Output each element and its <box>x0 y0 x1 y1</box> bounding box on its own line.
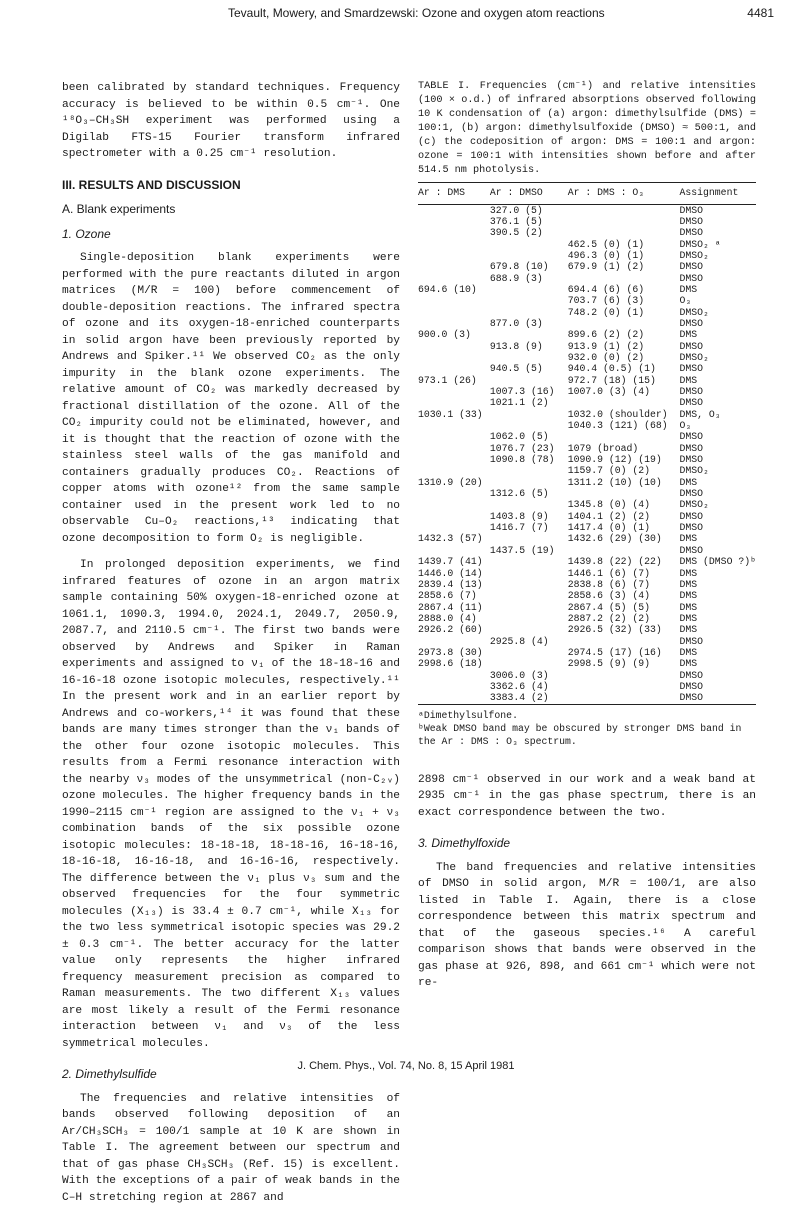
table-row <box>418 533 756 544</box>
table-cell <box>568 397 680 408</box>
table-cell: 3006.0 (3) <box>490 670 568 681</box>
table-row <box>418 556 756 567</box>
table-cell: 390.5 (2) <box>490 227 568 238</box>
table-cell: DMSO <box>680 443 756 454</box>
table-cell: 1311.2 (10) (10) <box>568 477 680 488</box>
table-row <box>418 420 756 431</box>
table-header-row <box>418 183 756 205</box>
table-cell: 1403.8 (9) <box>490 511 568 522</box>
table-cell: DMSO <box>680 397 756 408</box>
table-cell: 1007.0 (3) (4) <box>568 386 680 397</box>
table-cell: 940.4 (0.5) (1) <box>568 363 680 374</box>
intro-paragraph: been calibrated by standard techniques. Frequency accuracy is believed to be within 0.5 cm⁻¹. One ¹⁸O₃–CH₃SH experiment was performed using a Digilab FTS-15 Fourier transform infrared spectrometer with a 0.25 cm⁻¹ resolution. <box>62 80 400 163</box>
table-cell <box>418 420 490 431</box>
table-cell <box>490 658 568 669</box>
table-cell: DMS <box>680 284 756 295</box>
table-cell: 1312.6 (5) <box>490 488 568 499</box>
table-cell: DMS <box>680 624 756 635</box>
table-cell: DMSO <box>680 318 756 329</box>
table-cell <box>490 239 568 250</box>
table-cell: DMS <box>680 477 756 488</box>
table-cell: 3383.4 (2) <box>490 692 568 704</box>
table-cell: DMSO <box>680 431 756 442</box>
column-header: Ar : DMS <box>418 183 490 205</box>
table-cell <box>418 273 490 284</box>
table-cell: 913.8 (9) <box>490 341 568 352</box>
table-cell: 2926.5 (32) (33) <box>568 624 680 635</box>
table-row <box>418 465 756 476</box>
table-cell: 1416.7 (7) <box>490 522 568 533</box>
table-cell <box>490 602 568 613</box>
table-cell: 940.5 (5) <box>490 363 568 374</box>
table-row <box>418 329 756 340</box>
table-cell: 1439.7 (41) <box>418 556 490 567</box>
dms-paragraph: The frequencies and relative intensities of bands observed following deposition of an Ar/CH₃SCH₃ = 100/1 sample at 10 K are shown in Table I. The agreement between our spectrum and that of gas phase CH₃SCH₃ (Ref. 15) is excellent. With the exceptions of a pair of weak bands in the C–H stretching region at 2867 and <box>62 1091 400 1206</box>
table-footnote-b: ᵇWeak DMSO band may be obscured by stronger DMS band in the Ar : DMS : O₃ spectrum. <box>418 722 756 748</box>
table-cell: DMS <box>680 568 756 579</box>
table-row <box>418 590 756 601</box>
table-cell: 2867.4 (11) <box>418 602 490 613</box>
table-cell <box>418 261 490 272</box>
table-cell: DMS, O₃ <box>680 409 756 420</box>
column-header: Assignment <box>680 183 756 205</box>
table-cell: 1432.3 (57) <box>418 533 490 544</box>
subsubsection-heading-dms: 2. Dimethylsulfide <box>62 1066 400 1083</box>
page-header <box>58 6 774 24</box>
table-cell: 694.4 (6) (6) <box>568 284 680 295</box>
table-cell <box>568 681 680 692</box>
table-row <box>418 386 756 397</box>
table-cell: DMSO <box>680 386 756 397</box>
table-cell: DMSO <box>680 273 756 284</box>
table-cell: DMSO <box>680 363 756 374</box>
table-cell: 679.9 (1) (2) <box>568 261 680 272</box>
table-cell <box>490 477 568 488</box>
table-row <box>418 477 756 488</box>
table-row <box>418 670 756 681</box>
table-cell: DMSO <box>680 216 756 227</box>
table-cell: 1030.1 (33) <box>418 409 490 420</box>
table-cell: 703.7 (6) (3) <box>568 295 680 306</box>
table-cell: DMSO <box>680 670 756 681</box>
table-cell <box>418 227 490 238</box>
table-cell: 1007.3 (16) <box>490 386 568 397</box>
table-row <box>418 658 756 669</box>
table-cell: DMSO <box>680 341 756 352</box>
section-heading: III. RESULTS AND DISCUSSION <box>62 177 400 194</box>
table-row <box>418 568 756 579</box>
table-row <box>418 363 756 374</box>
table-cell <box>418 216 490 227</box>
page-footer: J. Chem. Phys., Vol. 74, No. 8, 15 April 1981 <box>0 1060 812 1072</box>
table-cell <box>418 454 490 465</box>
table-cell: DMS <box>680 533 756 544</box>
table-cell <box>490 533 568 544</box>
table-row <box>418 636 756 647</box>
table-row <box>418 488 756 499</box>
table-cell <box>568 545 680 556</box>
table-cell: DMS <box>680 329 756 340</box>
table-row <box>418 250 756 261</box>
table-cell: O₃ <box>680 420 756 431</box>
table-cell: DMS <box>680 647 756 658</box>
table-row <box>418 375 756 386</box>
table-cell: 2839.4 (13) <box>418 579 490 590</box>
frequency-table <box>418 182 756 705</box>
table-cell: DMS (DMSO ?)ᵇ <box>680 556 756 567</box>
table-cell: 1310.9 (20) <box>418 477 490 488</box>
table-cell: 2925.8 (4) <box>490 636 568 647</box>
table-cell <box>568 204 680 216</box>
table-cell: 2998.5 (9) (9) <box>568 658 680 669</box>
table-cell: 2998.6 (18) <box>418 658 490 669</box>
table-cell: 1021.1 (2) <box>490 397 568 408</box>
table-cell: DMS <box>680 658 756 669</box>
table-cell <box>490 613 568 624</box>
table-cell <box>418 318 490 329</box>
table-cell <box>418 522 490 533</box>
table-cell: 2867.4 (5) (5) <box>568 602 680 613</box>
table-cell: DMSO₂ <box>680 352 756 363</box>
table-cell: DMS <box>680 579 756 590</box>
table-cell: 1040.3 (121) (68) <box>568 420 680 431</box>
table-cell: 913.9 (1) (2) <box>568 341 680 352</box>
table-row <box>418 341 756 352</box>
table-cell: 1437.5 (19) <box>490 545 568 556</box>
table-row <box>418 545 756 556</box>
table-row <box>418 522 756 533</box>
table-cell: DMS <box>680 613 756 624</box>
column-header: Ar : DMSO <box>490 183 568 205</box>
table-row <box>418 602 756 613</box>
table-cell <box>568 216 680 227</box>
table-cell: 973.1 (26) <box>418 375 490 386</box>
table-cell <box>490 352 568 363</box>
subsubsection-heading-dmso: 3. Dimethylfoxide <box>418 835 756 852</box>
table-cell: 2858.6 (3) (4) <box>568 590 680 601</box>
table-cell: 2838.8 (6) (7) <box>568 579 680 590</box>
table-cell: 679.8 (10) <box>490 261 568 272</box>
table-cell: 748.2 (0) (1) <box>568 307 680 318</box>
table-cell <box>490 307 568 318</box>
table-cell: 900.0 (3) <box>418 329 490 340</box>
table-cell <box>418 397 490 408</box>
left-column <box>62 80 400 1206</box>
table-cell: DMSO₂ <box>680 307 756 318</box>
table-cell: 877.0 (3) <box>490 318 568 329</box>
table-cell <box>568 692 680 704</box>
table-cell: DMSO₂ <box>680 499 756 510</box>
table-cell <box>490 624 568 635</box>
table-cell: 2973.8 (30) <box>418 647 490 658</box>
table-cell <box>568 636 680 647</box>
table-row <box>418 307 756 318</box>
table-row <box>418 227 756 238</box>
table-cell: 1032.0 (shoulder) <box>568 409 680 420</box>
table-cell <box>490 409 568 420</box>
table-cell: DMSO₂ <box>680 250 756 261</box>
table-cell <box>490 499 568 510</box>
table-cell: DMSO <box>680 204 756 216</box>
table-cell: 1345.8 (0) (4) <box>568 499 680 510</box>
table-cell <box>490 375 568 386</box>
table-row <box>418 352 756 363</box>
table-cell <box>568 431 680 442</box>
table-row <box>418 284 756 295</box>
table-cell <box>490 568 568 579</box>
table-cell: 2858.6 (7) <box>418 590 490 601</box>
table-cell <box>568 227 680 238</box>
right-column <box>418 80 756 992</box>
table-cell <box>418 341 490 352</box>
table-row <box>418 579 756 590</box>
table-cell: 1446.0 (14) <box>418 568 490 579</box>
table-cell: 1159.7 (0) (2) <box>568 465 680 476</box>
table-cell: 2974.5 (17) (16) <box>568 647 680 658</box>
table-cell: 3362.6 (4) <box>490 681 568 692</box>
table-cell <box>490 295 568 306</box>
table-cell <box>418 352 490 363</box>
table-cell: 1404.1 (2) (2) <box>568 511 680 522</box>
table-cell <box>418 295 490 306</box>
table-cell <box>418 465 490 476</box>
table-cell <box>418 499 490 510</box>
table-cell <box>490 579 568 590</box>
table-cell <box>490 556 568 567</box>
table-cell: 972.7 (18) (15) <box>568 375 680 386</box>
table-cell: 932.0 (0) (2) <box>568 352 680 363</box>
table-cell <box>418 250 490 261</box>
ozone-paragraph-1: Single-deposition blank experiments were performed with the pure reactants diluted in argon matrices (M/R = 100) before commencement of double-deposition reactions. The infrared spectra of ozone and its oxygen-18-enriched counterparts in solid argon have been previously reported by Andrews and Spiker.¹¹ We observed CO₂ as the only impurity in the blank ozone experiments. The relative amount of CO₂ was markedly decreased by fractional distillation of the ozone. All of the CO₂ impurity could not be eliminated, however, and it is thought that the reaction of ozone with the stainless steel walls of the gas manifold and containers gradually produces CO₂. Reactions of copper atoms with ozone¹² from the same sample container used in the present work led to no observable Cu–O₂ reactions,¹³ indicating that ozone decomposition to form O₂ is negligible. <box>62 250 400 547</box>
table-cell: 462.5 (0) (1) <box>568 239 680 250</box>
table-cell: 899.6 (2) (2) <box>568 329 680 340</box>
table-cell: 2926.2 (60) <box>418 624 490 635</box>
table-cell <box>418 488 490 499</box>
table-cell: DMSO <box>680 511 756 522</box>
table-cell: 496.3 (0) (1) <box>568 250 680 261</box>
table-cell: 2887.2 (2) (2) <box>568 613 680 624</box>
column-header: Ar : DMS : O₃ <box>568 183 680 205</box>
table-cell <box>568 670 680 681</box>
table-row <box>418 239 756 250</box>
table-cell: DMSO <box>680 454 756 465</box>
table-cell <box>418 204 490 216</box>
table-cell <box>418 511 490 522</box>
page-number: 4481 <box>747 6 774 20</box>
table-row <box>418 216 756 227</box>
table-cell <box>490 284 568 295</box>
table-footnote-a: ᵃDimethylsulfone. <box>418 709 756 722</box>
table-cell: 327.0 (5) <box>490 204 568 216</box>
table-cell: DMS <box>680 602 756 613</box>
table-row <box>418 318 756 329</box>
table-cell <box>490 420 568 431</box>
table-cell: DMSO <box>680 692 756 704</box>
table-cell: DMSO <box>680 636 756 647</box>
table-cell <box>490 250 568 261</box>
table-cell: 1079 (broad) <box>568 443 680 454</box>
table-cell: DMSO₂ <box>680 465 756 476</box>
table-cell <box>418 363 490 374</box>
table-cell <box>418 239 490 250</box>
table-cell: 688.9 (3) <box>490 273 568 284</box>
table-row <box>418 613 756 624</box>
table-row <box>418 431 756 442</box>
table-cell: DMSO <box>680 681 756 692</box>
table-cell <box>490 647 568 658</box>
table-row <box>418 273 756 284</box>
table-cell: 376.1 (5) <box>490 216 568 227</box>
dmso-paragraph: The band frequencies and relative intensities of DMSO in solid argon, M/R = 100/1, are also listed in Table I. Again, there is a close correspondence between this matrix spectrum and that of the gaseous species.¹⁶ A careful comparison shows that bands were observed in the gas phase at 926, 898, and 661 cm⁻¹ which were not re- <box>418 860 756 992</box>
table-cell <box>568 318 680 329</box>
running-head: Tevault, Mowery, and Smardzewski: Ozone and oxygen atom reactions <box>228 6 605 20</box>
table-cell <box>490 329 568 340</box>
table-cell: O₃ <box>680 295 756 306</box>
table-cell: 1446.1 (6) (7) <box>568 568 680 579</box>
table-row <box>418 409 756 420</box>
table-cell <box>490 590 568 601</box>
table-cell <box>418 431 490 442</box>
table-cell: DMSO <box>680 522 756 533</box>
table-row <box>418 261 756 272</box>
table-row <box>418 443 756 454</box>
table-cell: DMSO <box>680 227 756 238</box>
table-cell: DMS <box>680 590 756 601</box>
table-cell <box>418 670 490 681</box>
table-row <box>418 511 756 522</box>
table-cell: 1090.9 (12) (19) <box>568 454 680 465</box>
table-row <box>418 295 756 306</box>
table-cell: 1432.6 (29) (30) <box>568 533 680 544</box>
table-row <box>418 624 756 635</box>
table-cell: DMSO <box>680 488 756 499</box>
ozone-paragraph-2: In prolonged deposition experiments, we find infrared features of ozone in an argon matrix sample containing 50% oxygen-18-enriched ozone at 1061.1, 1090.3, 1994.0, 2024.1, 2049.7, 2050.9, 2087.7, and 2110.5 cm⁻¹. The first two bands were observed by Andrews and Spiker in Raman experiments and assigned to ν₁ of the 18-18-16 and 16-16-18 ozone isotopic molecules, respectively.¹¹ In the present work and in an earlier report by Andrews and co-workers,¹⁴ it was found that these bands are many times stronger than the ν₁ bands of the other four ozone isotopic molecules. This results from a Fermi resonance interaction with the nearby ν₃ modes of the unsymmetrical (non-C₂ᵥ) ozone molecules. The higher frequency bands in the 1990–2115 cm⁻¹ region are assigned to the ν₁ + ν₃ combination bands of the six possible ozone isotopic molecules: 18-18-18, 18-18-16, 16-18-16, 18-16-18, 16-16-18, and 16-16-16, respectively. The difference between the ν₁ plus ν₃ sum and the observed frequencies for the four symmetric molecules (X₁₃) is 33.4 ± 0.7 cm⁻¹, while X₁₃ for the two less symmetrical isotopic species was 29.2 ± 0.3 cm⁻¹. The better accuracy for the latter value only represents the higher infrared frequency measurement precision as compared to Raman measurements. The two different X₁₃ values are most likely a result of the Fermi resonance interaction between ν₁ and ν₃ of the less symmetrical molecules. <box>62 557 400 1052</box>
dms-continued-paragraph: 2898 cm⁻¹ observed in our work and a weak band at 2935 cm⁻¹ in the gas phase spectrum, there is an exact correspondence between the two. <box>418 772 756 822</box>
table-row <box>418 397 756 408</box>
table-cell: DMSO₂ ᵃ <box>680 239 756 250</box>
table-cell: 1062.0 (5) <box>490 431 568 442</box>
table-cell: 1090.8 (78) <box>490 454 568 465</box>
table-cell: DMS <box>680 375 756 386</box>
table-cell <box>418 307 490 318</box>
table-cell: 694.6 (10) <box>418 284 490 295</box>
table-cell <box>490 465 568 476</box>
table-row <box>418 204 756 216</box>
subsubsection-heading-ozone: 1. Ozone <box>62 226 400 243</box>
table-cell: 2888.0 (4) <box>418 613 490 624</box>
table-cell <box>418 692 490 704</box>
table-cell: 1417.4 (0) (1) <box>568 522 680 533</box>
table-cell: DMSO <box>680 261 756 272</box>
table-body <box>418 204 756 704</box>
table-cell: 1076.7 (23) <box>490 443 568 454</box>
table-cell <box>568 488 680 499</box>
table-caption: TABLE I. Frequencies (cm⁻¹) and relative intensities (100 × o.d.) of infrared absorptions observed following 10 K condensation of (a) argon: dimethylsulfide (DMS) = 100:1, (b) argon: dimethylsulfoxide (DMSO) ≈ 500:1, and (c) the codeposition of argon: DMS = 100:1 and argon: ozone = 100:1 with intensities shown before and after 514.5 nm photolysis. <box>418 80 756 178</box>
table-row <box>418 681 756 692</box>
table-cell: 1439.8 (22) (22) <box>568 556 680 567</box>
table-cell <box>418 386 490 397</box>
table-row <box>418 692 756 704</box>
table-row <box>418 499 756 510</box>
table-cell <box>418 681 490 692</box>
table-row <box>418 454 756 465</box>
table-row <box>418 647 756 658</box>
table-cell <box>418 545 490 556</box>
table-cell <box>568 273 680 284</box>
table-cell <box>418 636 490 647</box>
table-cell: DMSO <box>680 545 756 556</box>
table-cell <box>418 443 490 454</box>
subsection-heading-a: A. Blank experiments <box>62 201 400 218</box>
